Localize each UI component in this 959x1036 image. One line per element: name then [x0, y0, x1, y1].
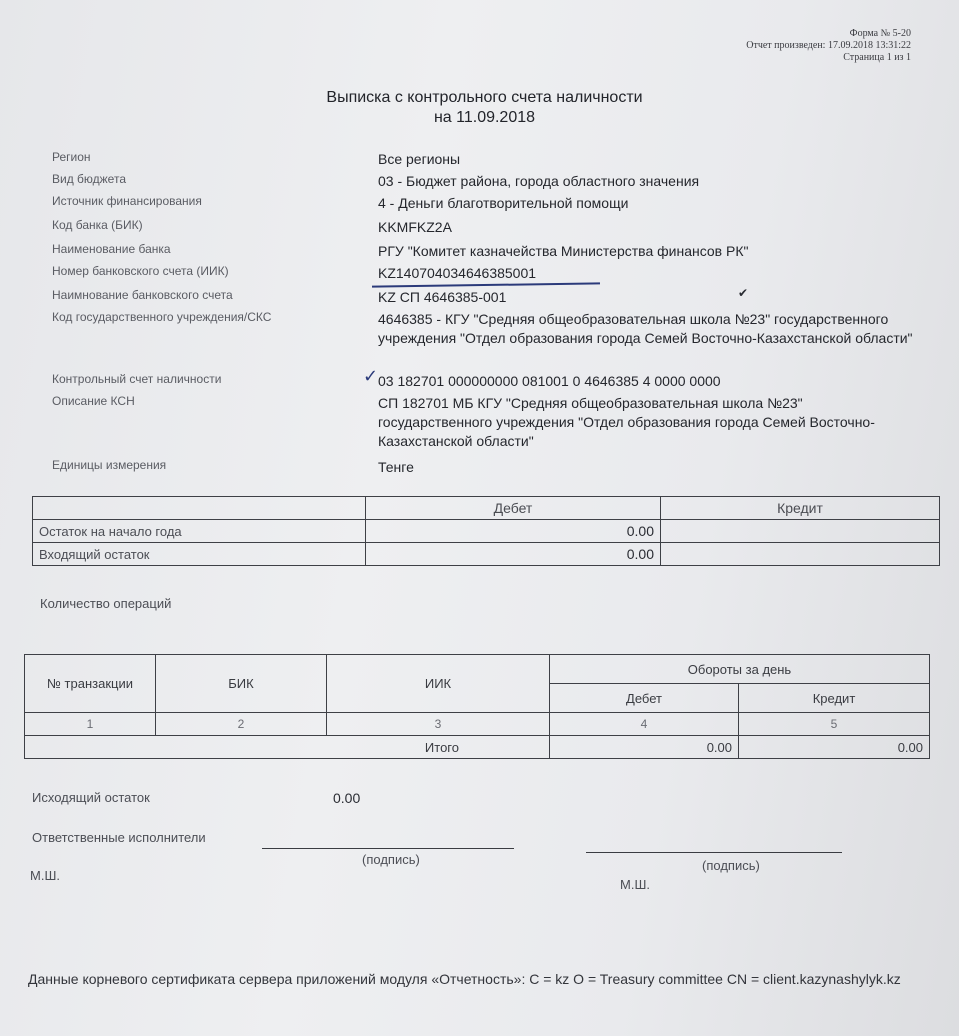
signature-hint-2: (подпись) — [702, 858, 760, 873]
tick-mark-icon: ✔ — [738, 286, 749, 300]
meta-value: KZ СП 4646385-001 — [378, 289, 507, 305]
table-cell — [33, 497, 366, 520]
operations-table — [24, 654, 930, 759]
col-iik: ИИК — [327, 655, 550, 713]
meta-value: 03 182701 000000000 081001 0 4646385 4 0000 0000 — [378, 373, 721, 389]
column-number: 2 — [156, 713, 327, 736]
meta-label: Номер банковского счета (ИИК) — [52, 264, 229, 278]
row-debit: 0.00 — [366, 543, 661, 566]
form-number: Форма № 5-20 — [849, 28, 911, 39]
debit-header: Дебет — [366, 497, 661, 520]
meta-label: Код государственного учреждения/СКС — [52, 310, 272, 324]
total-row — [25, 736, 930, 759]
col-debit: Дебет — [550, 684, 739, 713]
signature-line-2 — [586, 852, 842, 853]
table-row — [33, 520, 940, 543]
meta-label: Контрольный счет наличности — [52, 372, 222, 386]
meta-value: 4 - Деньги благотворительной помощи — [378, 195, 629, 211]
meta-value: 4646385 - КГУ "Средняя общеобразовательная школа №23" государственного учреждения "Отдел образования города Семей Восточно-Казахстанской области" — [378, 311, 913, 346]
row-credit — [661, 520, 940, 543]
row-credit — [661, 543, 940, 566]
meta-value: KKMFKZ2A — [378, 219, 452, 235]
total-credit: 0.00 — [739, 736, 930, 759]
title-line-1: Выписка с контрольного счета наличности — [326, 89, 643, 106]
meta-label: Вид бюджета — [52, 172, 126, 186]
row-debit: 0.00 — [366, 520, 661, 543]
document-title — [0, 88, 959, 128]
column-number: 1 — [25, 713, 156, 736]
stamp-place-2: М.Ш. — [620, 877, 650, 892]
credit-header: Кредит — [661, 497, 940, 520]
column-number: 3 — [327, 713, 550, 736]
total-debit: 0.00 — [550, 736, 739, 759]
meta-value: Тенге — [378, 459, 414, 475]
col-daily-turnover: Обороты за день — [550, 655, 930, 684]
stamp-place-1: М.Ш. — [30, 868, 60, 883]
table-header-row — [33, 497, 940, 520]
responsible-label: Ответственные исполнители — [32, 830, 206, 845]
col-credit: Кредит — [739, 684, 930, 713]
certificate-footer: Данные корневого сертификата сервера приложений модуля «Отчетность»: C = kz O = Treasury committee CN = client.kazynashylyk.kz — [28, 971, 901, 987]
report-header-info — [746, 28, 911, 64]
page-number: Страница 1 из 1 — [843, 52, 911, 63]
meta-label: Наименование банка — [52, 242, 171, 256]
pen-mark-icon: ✓ — [363, 366, 379, 386]
table-row — [33, 543, 940, 566]
column-numbers-row — [25, 713, 930, 736]
meta-label: Наимнование банковского счета — [52, 288, 233, 302]
row-label: Входящий остаток — [33, 543, 366, 566]
column-number: 4 — [550, 713, 739, 736]
pen-underline — [372, 282, 600, 287]
meta-label: Описание КСН — [52, 394, 135, 408]
title-line-2: на 11.09.2018 — [433, 109, 536, 126]
col-transaction-number: № транзакции — [25, 655, 156, 713]
meta-value: СП 182701 МБ КГУ "Средняя общеобразовательная школа №23" государственного учреждения "Отдел образования города Семей Восточно-Казахстанской области" — [378, 395, 875, 449]
closing-balance-value: 0.00 — [333, 790, 361, 806]
meta-value: Все регионы — [378, 151, 461, 167]
meta-value: РГУ "Комитет казначейства Министерства финансов РК" — [378, 243, 749, 259]
meta-label: Источник финансирования — [52, 194, 202, 208]
meta-value: 03 - Бюджет района, города областного значения — [378, 173, 700, 189]
meta-label: Код банка (БИК) — [52, 218, 143, 232]
meta-label: Единицы измерения — [52, 458, 167, 472]
closing-balance-label: Исходящий остаток — [32, 790, 150, 805]
meta-label: Регион — [52, 150, 91, 164]
table-header-row — [25, 655, 930, 684]
signature-line-1 — [262, 848, 514, 849]
signature-hint-1: (подпись) — [362, 852, 420, 867]
total-label: Итого — [25, 736, 550, 759]
operations-count-label: Количество операций — [40, 596, 172, 611]
row-label: Остаток на начало года — [33, 520, 366, 543]
col-bik: БИК — [156, 655, 327, 713]
balance-table — [32, 496, 940, 566]
report-generated: Отчет произведен: 17.09.2018 13:31:22 — [746, 40, 911, 51]
meta-value: KZ140704034646385001 — [378, 265, 537, 281]
column-number: 5 — [739, 713, 930, 736]
